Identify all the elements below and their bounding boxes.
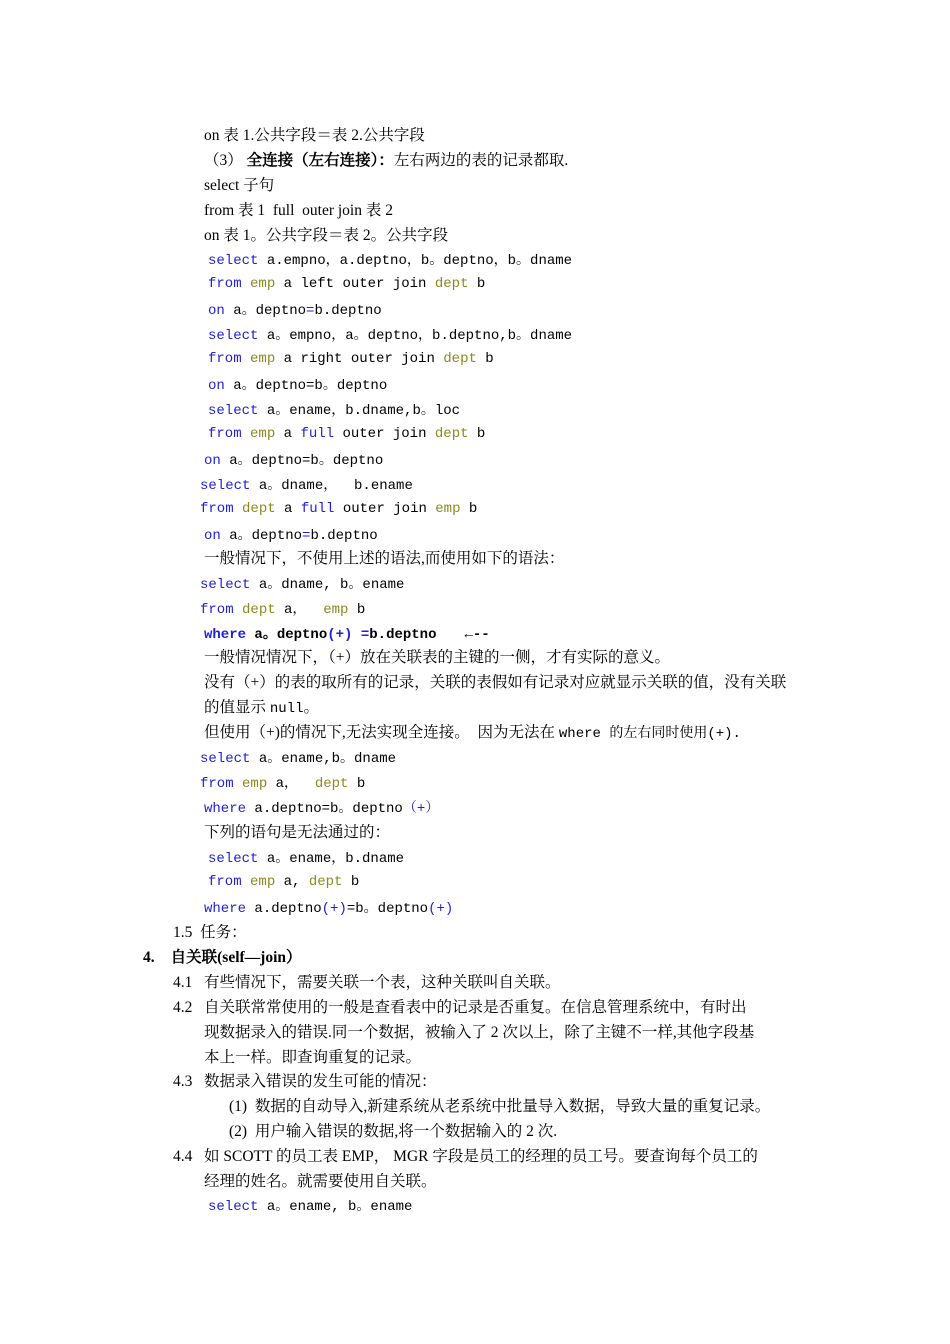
table-name: emp [250,276,276,292]
code-line [200,748,396,770]
numbered-paragraph [173,972,192,994]
code-line [200,498,477,520]
list-text: 用户输入错误的数据,将一个数据输入的 2 次. [254,1123,558,1140]
paragraph-text: 现数据录入的错误.同一个数据，被输入了 2 次以上，除了主键不一样,其他字段基 [204,1024,755,1041]
section-text: 任务： [200,924,247,941]
code-text: =b。deptno [346,901,429,917]
keyword: select [200,751,251,767]
table-name: emp [242,776,268,792]
outer-join-marker: (+) [327,627,353,643]
item-number: （3） [204,152,243,169]
table-name: dept [434,426,469,442]
code-line [208,871,359,893]
text-line [204,697,319,719]
paragraph-text: 本上一样。即查询重复的记录。 [204,1049,422,1066]
code-text: a, [275,874,309,890]
item-number: 4.1 [173,974,193,991]
arrow-left-icon: ←-- [464,627,490,643]
section-heading [173,922,247,944]
code-text: a.deptno=b。deptno [246,801,403,817]
code-text: a。dname, b。ename [250,577,405,593]
text-line: on 表 1。公共字段＝表 2。公共字段 [204,227,449,244]
code-text: a。deptno [220,528,303,544]
inline-code: where [558,726,601,742]
keyword: select [208,253,259,269]
code-text: b [348,602,366,618]
operator: = [352,627,370,643]
code-text: a， [275,602,324,618]
code-text: a.empno，a.deptno，b。deptno，b。dname [258,253,573,269]
item-number: 4.4 [173,1148,193,1165]
text-line: from 表 1 full outer join 表 2 [204,202,393,219]
paragraph-text: 数据录入错误的发生可能的情况： [204,1073,437,1090]
code-line [208,423,485,445]
code-text: a right outer join [275,351,444,367]
code-text: a。deptno [246,627,328,643]
table-name: dept [314,776,349,792]
keyword: select [208,403,259,419]
code-line [200,599,365,621]
code-text: a [275,501,301,517]
list-text: 数据的自动导入,新建系统从老系统中批量导入数据，导致大量的重复记录。 [254,1098,771,1115]
keyword: where [204,901,247,917]
code-text: a。deptno=b。deptno [224,378,388,394]
table-name: dept [242,501,276,517]
body-text: 的左右同时使用(+). [600,726,741,742]
keyword: select [208,851,259,867]
code-line [208,300,382,322]
code-line [208,325,572,347]
keyword: on [204,528,221,544]
table-name: emp [323,602,349,618]
code-line [208,1196,412,1218]
outer-join-marker: (+) [428,901,454,917]
text-line [204,150,568,172]
code-text: a。deptno [224,303,307,319]
keyword: from [200,602,234,618]
list-number: (2) [229,1123,248,1140]
code-text: b.deptno [369,627,437,643]
code-text: a。dname， b.ename [250,478,413,494]
code-line [208,848,404,870]
keyword: on [208,378,225,394]
keyword: from [208,874,242,890]
section-number: 4. [143,949,155,966]
keyword: from [208,276,242,292]
code-line [208,375,387,397]
paragraph-text: 自关联常常使用的一般是查看表中的记录是否重复。在信息管理系统中，有时出 [204,999,747,1016]
code-text: a.deptno [246,901,322,917]
code-text: outer join [334,501,436,517]
code-text: b [460,501,478,517]
keyword: from [200,776,234,792]
text-line: 一般情况下，不使用上述的语法,而使用如下的语法： [204,550,565,567]
code-line [204,798,439,820]
code-text: a。empno，a。deptno，b.deptno,b。dname [258,328,573,344]
table-name: emp [250,874,276,890]
table-name: dept [434,276,469,292]
table-name: emp [435,501,461,517]
code-text: outer join [334,426,435,442]
section-heading [143,947,302,969]
code-text: b [468,426,486,442]
code-text: a。ename, b。ename [258,1199,413,1215]
paragraph-text: 如 SCOTT 的员工表 EMP， MGR 字段是员工的经理的员工号。要查询每个员工的 [204,1148,758,1165]
section-number: 1.5 [173,924,193,941]
text-line: select 子句 [204,177,275,194]
body-text: 的值显示 [204,699,270,716]
item-number: 4.3 [173,1073,193,1090]
code-text: b.deptno [310,528,378,544]
item-number: 4.2 [173,999,193,1016]
list-item [229,1121,557,1143]
outer-join-marker: (+) [321,901,347,917]
heading-text: 全连接（左右连接）： [246,152,394,169]
keyword: where [204,627,247,643]
code-text: b [468,276,486,292]
keyword: select [200,478,251,494]
inline-code: null [269,701,304,717]
code-text: b [342,874,360,890]
list-number: (1) [229,1098,248,1115]
operator: = [302,528,311,544]
keyword: from [208,426,242,442]
code-text: a。ename，b.dname,b。loc [258,403,461,419]
text-line: 下列的语句是无法通过的： [204,824,391,841]
code-line [208,250,572,272]
code-line [208,400,460,422]
code-line [204,525,378,547]
code-text: a。ename，b.dname [258,851,405,867]
code-line [204,450,383,472]
keyword: select [208,1199,259,1215]
code-text: b.deptno [314,303,382,319]
keyword: from [200,501,234,517]
code-line [204,624,490,646]
list-item [229,1096,770,1118]
text-line: on 表 1.公共字段＝表 2.公共字段 [204,127,425,144]
keyword: where [204,801,247,817]
code-text: a， [267,776,315,792]
text-line: 没有（+）的表的取所有的记录，关联的表假如有记录对应就显示关联的值，没有关联 [204,674,787,691]
keyword: full [300,426,335,442]
code-text: a [275,426,301,442]
code-line [204,898,453,920]
table-name: emp [250,426,276,442]
keyword: select [200,577,251,593]
code-text: b [476,351,494,367]
table-name: dept [443,351,477,367]
keyword: on [208,303,225,319]
text-line [204,722,741,744]
text-line: 一般情况情况下，（+）放在关联表的主键的一侧，才有实际的意义。 [204,649,670,666]
keyword: full [300,501,335,517]
code-line [200,475,413,497]
outer-join-marker: （+） [402,801,440,817]
table-name: dept [242,602,276,618]
code-text: a。deptno=b。deptno [220,453,384,469]
code-line [200,773,365,795]
body-text: 。 [303,699,320,716]
code-text: b [348,776,366,792]
section-title: 自关联(self—join） [170,949,302,966]
keyword: select [208,328,259,344]
body-text: 但使用（+)的情况下,无法实现全连接。 因为无法在 [204,724,559,741]
code-text: a。ename,b。dname [250,751,397,767]
operator: = [306,303,315,319]
code-line [208,273,485,295]
code-text: a left outer join [275,276,435,292]
code-line [200,574,404,596]
table-name: emp [250,351,276,367]
keyword: on [204,453,221,469]
paragraph-text: 有些情况下，需要关联一个表，这种关联叫自关联。 [204,974,561,991]
keyword: from [208,351,242,367]
paragraph-text: 经理的姓名。就需要使用自关联。 [204,1173,437,1190]
table-name: dept [308,874,343,890]
code-line [208,348,494,370]
body-text: 左右两边的表的记录都取. [393,152,569,169]
